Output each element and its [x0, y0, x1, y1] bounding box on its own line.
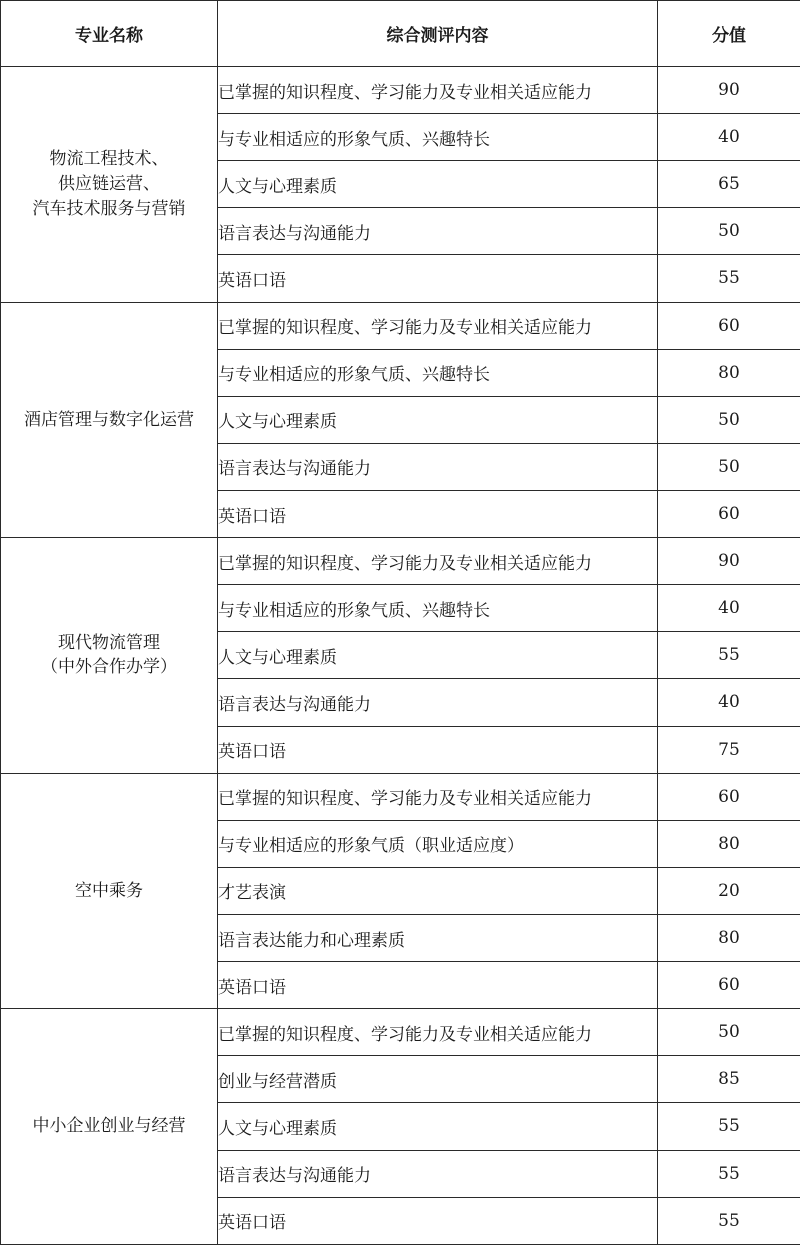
major-name-line: 现代物流管理 — [58, 632, 160, 653]
evaluation-content-cell: 已掌握的知识程度、学习能力及专业相关适应能力 — [218, 773, 658, 820]
major-name-line: 供应链运营、 — [58, 173, 160, 194]
evaluation-content-cell: 英语口语 — [218, 726, 658, 773]
table-row — [1, 773, 800, 820]
major-name-cell — [1, 67, 218, 303]
score-cell: 85 — [658, 1056, 800, 1103]
score-cell: 50 — [658, 208, 800, 255]
evaluation-content-cell: 与专业相适应的形象气质（职业适应度） — [218, 820, 658, 867]
evaluation-content-cell: 语言表达与沟通能力 — [218, 443, 658, 490]
major-name-line: 汽车技术服务与营销 — [32, 198, 186, 219]
score-cell: 60 — [658, 302, 800, 349]
score-cell: 50 — [658, 396, 800, 443]
evaluation-content-cell: 英语口语 — [218, 255, 658, 302]
table-body — [1, 67, 800, 1245]
major-name-cell — [1, 538, 218, 774]
score-cell: 55 — [658, 1197, 800, 1244]
evaluation-content-cell: 与专业相适应的形象气质、兴趣特长 — [218, 585, 658, 632]
score-cell: 65 — [658, 161, 800, 208]
score-cell: 90 — [658, 67, 800, 114]
header-score: 分值 — [658, 1, 800, 67]
major-name-cell — [1, 1009, 218, 1245]
score-cell: 40 — [658, 114, 800, 161]
score-cell: 55 — [658, 1103, 800, 1150]
major-name-line: 酒店管理与数字化运营 — [24, 409, 194, 430]
evaluation-content-cell: 语言表达与沟通能力 — [218, 1150, 658, 1197]
evaluation-content-cell: 已掌握的知识程度、学习能力及专业相关适应能力 — [218, 67, 658, 114]
score-cell: 55 — [658, 632, 800, 679]
evaluation-content-cell: 英语口语 — [218, 1197, 658, 1244]
major-name-cell — [1, 773, 218, 1009]
evaluation-content-cell: 与专业相适应的形象气质、兴趣特长 — [218, 114, 658, 161]
header-major: 专业名称 — [1, 1, 218, 67]
score-cell: 40 — [658, 585, 800, 632]
evaluation-content-cell: 语言表达能力和心理素质 — [218, 914, 658, 961]
score-cell: 50 — [658, 443, 800, 490]
major-name-cell — [1, 302, 218, 538]
score-cell: 60 — [658, 962, 800, 1009]
evaluation-content-cell: 英语口语 — [218, 962, 658, 1009]
major-name-line: 中小企业创业与经营 — [32, 1116, 186, 1137]
major-name-line: （中外合作办学） — [41, 657, 177, 678]
evaluation-content-cell: 已掌握的知识程度、学习能力及专业相关适应能力 — [218, 1009, 658, 1056]
score-cell: 80 — [658, 914, 800, 961]
score-cell: 80 — [658, 349, 800, 396]
evaluation-content-cell: 创业与经营潜质 — [218, 1056, 658, 1103]
score-cell: 90 — [658, 538, 800, 585]
evaluation-content-cell: 与专业相适应的形象气质、兴趣特长 — [218, 349, 658, 396]
score-cell: 20 — [658, 867, 800, 914]
score-cell: 40 — [658, 679, 800, 726]
score-cell: 75 — [658, 726, 800, 773]
evaluation-content-cell: 人文与心理素质 — [218, 1103, 658, 1150]
score-cell: 55 — [658, 255, 800, 302]
score-cell: 60 — [658, 490, 800, 537]
major-name-line: 物流工程技术、 — [49, 149, 169, 170]
major-name-line: 空中乘务 — [75, 880, 143, 901]
evaluation-content-cell: 已掌握的知识程度、学习能力及专业相关适应能力 — [218, 538, 658, 585]
header-row — [1, 1, 800, 67]
score-cell: 60 — [658, 773, 800, 820]
evaluation-content-cell: 人文与心理素质 — [218, 396, 658, 443]
score-cell: 50 — [658, 1009, 800, 1056]
table-row — [1, 302, 800, 349]
evaluation-content-cell: 人文与心理素质 — [218, 161, 658, 208]
evaluation-content-cell: 英语口语 — [218, 490, 658, 537]
evaluation-content-cell: 语言表达与沟通能力 — [218, 208, 658, 255]
table-row — [1, 538, 800, 585]
evaluation-content-cell: 人文与心理素质 — [218, 632, 658, 679]
evaluation-content-cell: 已掌握的知识程度、学习能力及专业相关适应能力 — [218, 302, 658, 349]
table-row — [1, 67, 800, 114]
header-content: 综合测评内容 — [218, 1, 658, 67]
score-cell: 80 — [658, 820, 800, 867]
evaluation-content-cell: 语言表达与沟通能力 — [218, 679, 658, 726]
score-cell: 55 — [658, 1150, 800, 1197]
table-row — [1, 1009, 800, 1056]
evaluation-content-cell: 才艺表演 — [218, 867, 658, 914]
